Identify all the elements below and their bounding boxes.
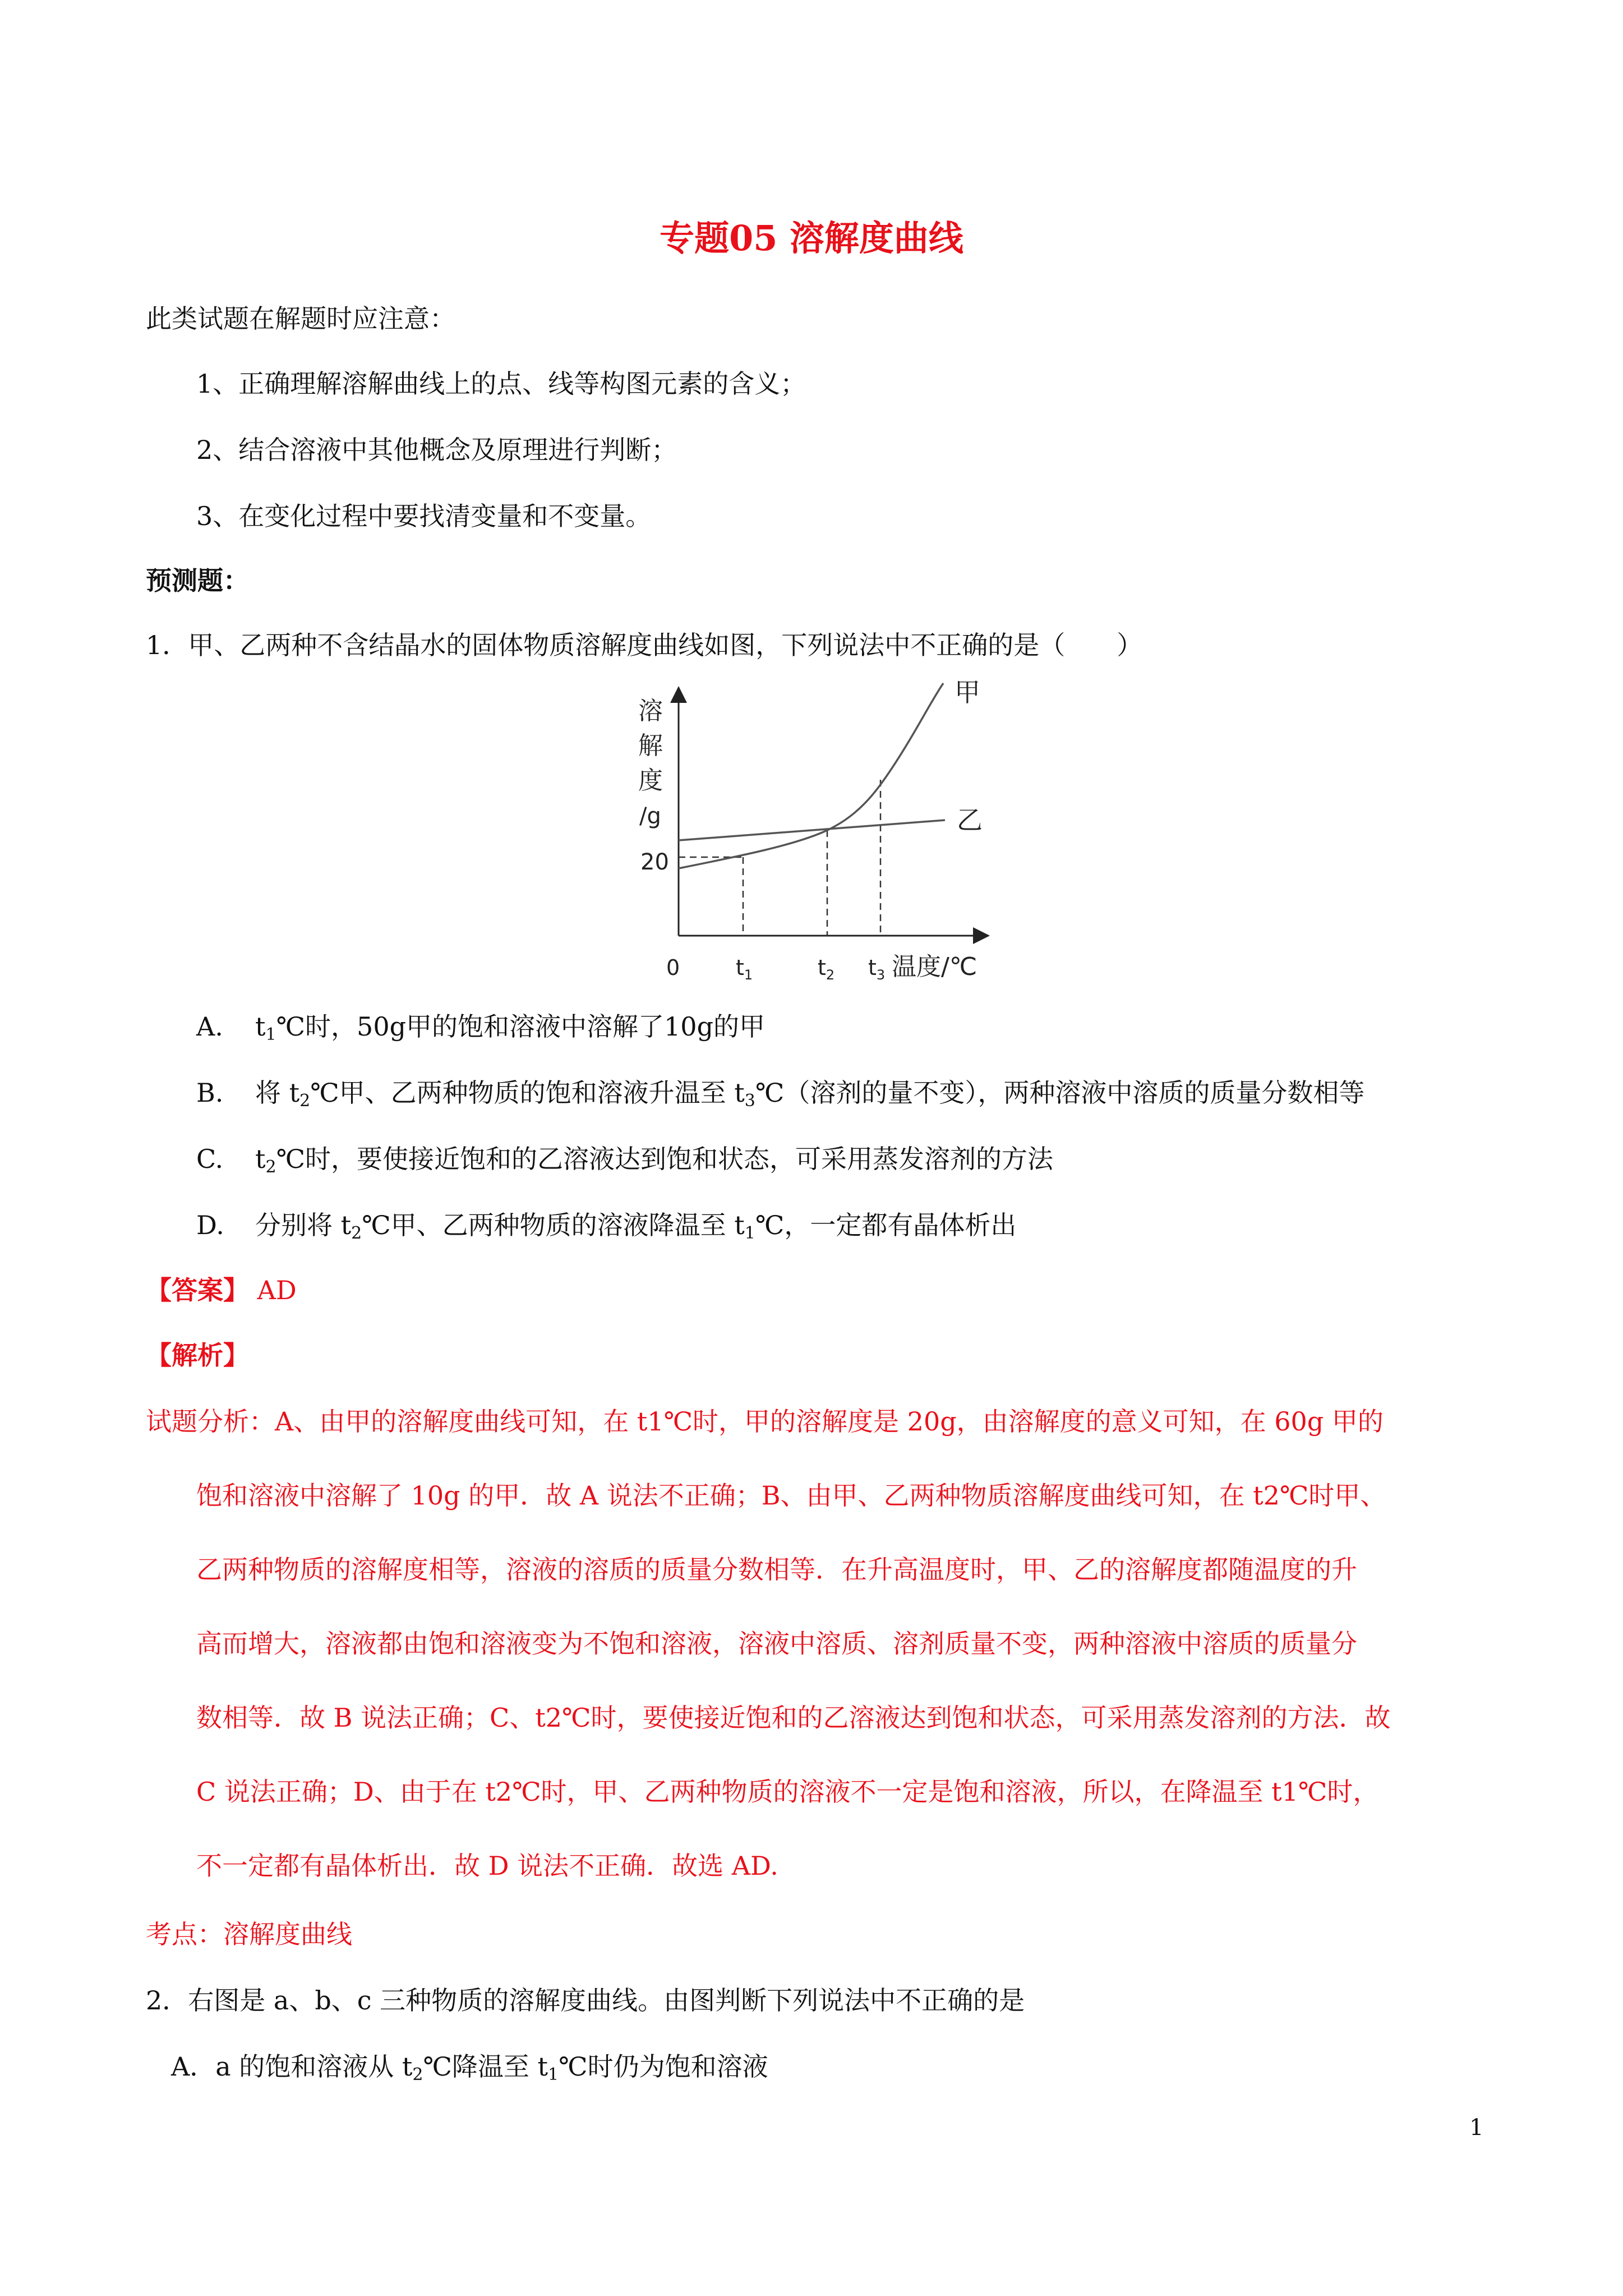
series-jia-label: 甲 xyxy=(955,679,980,707)
series-yi-label: 乙 xyxy=(957,805,983,835)
analysis-line-1: 试题分析：A、由甲的溶解度曲线可知，在 t1℃时，甲的溶解度是 20g，由溶解度的意义可知，在 60g 甲的 xyxy=(146,1406,1384,1437)
q1-option-a: A. $t_1℃$时，50g甲的饱和溶液中溶解了10g的甲 xyxy=(196,1010,765,1043)
x-tick-t3: $t_3$ xyxy=(868,955,886,983)
x-tick-t1: $t_1$ xyxy=(736,955,753,983)
option-letter: D. xyxy=(196,1210,224,1240)
analysis-line-7: 不一定都有晶体析出．故 D 说法不正确．故选 AD. xyxy=(196,1851,778,1881)
analysis-line-6: C 说法正确；D、由于在 t2℃时，甲、乙两种物质的溶液不一定是饱和溶液，所以，在降温至 t1℃时， xyxy=(196,1777,1379,1807)
kaodian: 考点：溶解度曲线 xyxy=(146,1919,352,1949)
origin-label: 0 xyxy=(666,955,680,980)
option-letter: B. xyxy=(196,1078,224,1108)
intro-point-2: 2、结合溶液中其他概念及原理进行判断； xyxy=(196,435,677,465)
analysis-line-2: 饱和溶液中溶解了 10g 的甲．故 A 说法不正确；B、由甲、乙两种物质溶解度曲线可知，在 t2℃时甲、 xyxy=(196,1480,1386,1511)
q2-option-a: A．a 的饱和溶液从 $t_2℃$降温至 $t_1℃$时仍为饱和溶液 xyxy=(171,2051,768,2085)
analysis-label: 【解析】 xyxy=(146,1340,249,1370)
q1-option-c: C. $t_2℃$时，要使接近饱和的乙溶液达到饱和状态，可采用蒸发溶剂的方法 xyxy=(196,1142,1053,1176)
analysis-line-5: 数相等．故 B 说法正确；C、t2℃时，要使接近饱和的乙溶液达到饱和状态，可采用蒸发溶剂的方法．故 xyxy=(196,1703,1391,1733)
solubility-chart xyxy=(611,679,1015,993)
question-2-stem: 2．右图是 a、b、c 三种物质的溶解度曲线。由图判断下列说法中不正确的是 xyxy=(146,1985,1025,2016)
analysis-line-4: 高而增大，溶液都由饱和溶液变为不饱和溶液，溶液中溶质、溶剂质量不变，两种溶液中溶质的质量分 xyxy=(196,1628,1357,1659)
q1-option-b: B. 将 $t_2℃$甲、乙两种物质的饱和溶液升温至 $t_3℃$（溶剂的量不变），两种溶液中溶质的质量分数相等 xyxy=(196,1076,1364,1110)
page-number: 1 xyxy=(1469,2115,1484,2141)
q1-option-d: D. 分别将 $t_2℃$甲、乙两种物质的溶液降温至 $t_1℃$，一定都有晶体析出 xyxy=(196,1208,1016,1242)
ylabel-char-4: /g xyxy=(639,803,661,829)
ylabel-char-3: 度 xyxy=(638,766,663,795)
q1-answer xyxy=(146,1273,297,1307)
section-label: 预测题： xyxy=(146,565,249,596)
intro-heading: 此类试题在解题时应注意： xyxy=(146,303,455,334)
page-title: 专题05 溶解度曲线 xyxy=(660,218,963,259)
intro-point-1: 1、正确理解溶解曲线上的点、线等构图元素的含义； xyxy=(196,369,806,399)
series-jia-curve xyxy=(679,683,943,868)
analysis-line-3: 乙两种物质的溶解度相等，溶液的溶质的质量分数相等．在升高温度时，甲、乙的溶解度都随温度的升 xyxy=(196,1554,1357,1585)
answer-value: AD xyxy=(257,1275,297,1305)
y-tick-20: 20 xyxy=(640,849,669,875)
option-letter: A. xyxy=(196,1011,223,1042)
answer-label: 【答案】 xyxy=(146,1275,249,1305)
option-letter: C. xyxy=(196,1144,224,1174)
ylabel-char-2: 解 xyxy=(638,731,663,760)
question-1-stem: 1．甲、乙两种不含结晶水的固体物质溶解度曲线如图，下列说法中不正确的是（ ） xyxy=(146,630,1143,660)
x-tick-t2: $t_2$ xyxy=(818,955,835,983)
intro-point-3: 3、在变化过程中要找清变量和不变量。 xyxy=(196,501,652,531)
xlabel: 温度/℃ xyxy=(892,953,978,981)
ylabel-char-1: 溶 xyxy=(638,697,663,725)
